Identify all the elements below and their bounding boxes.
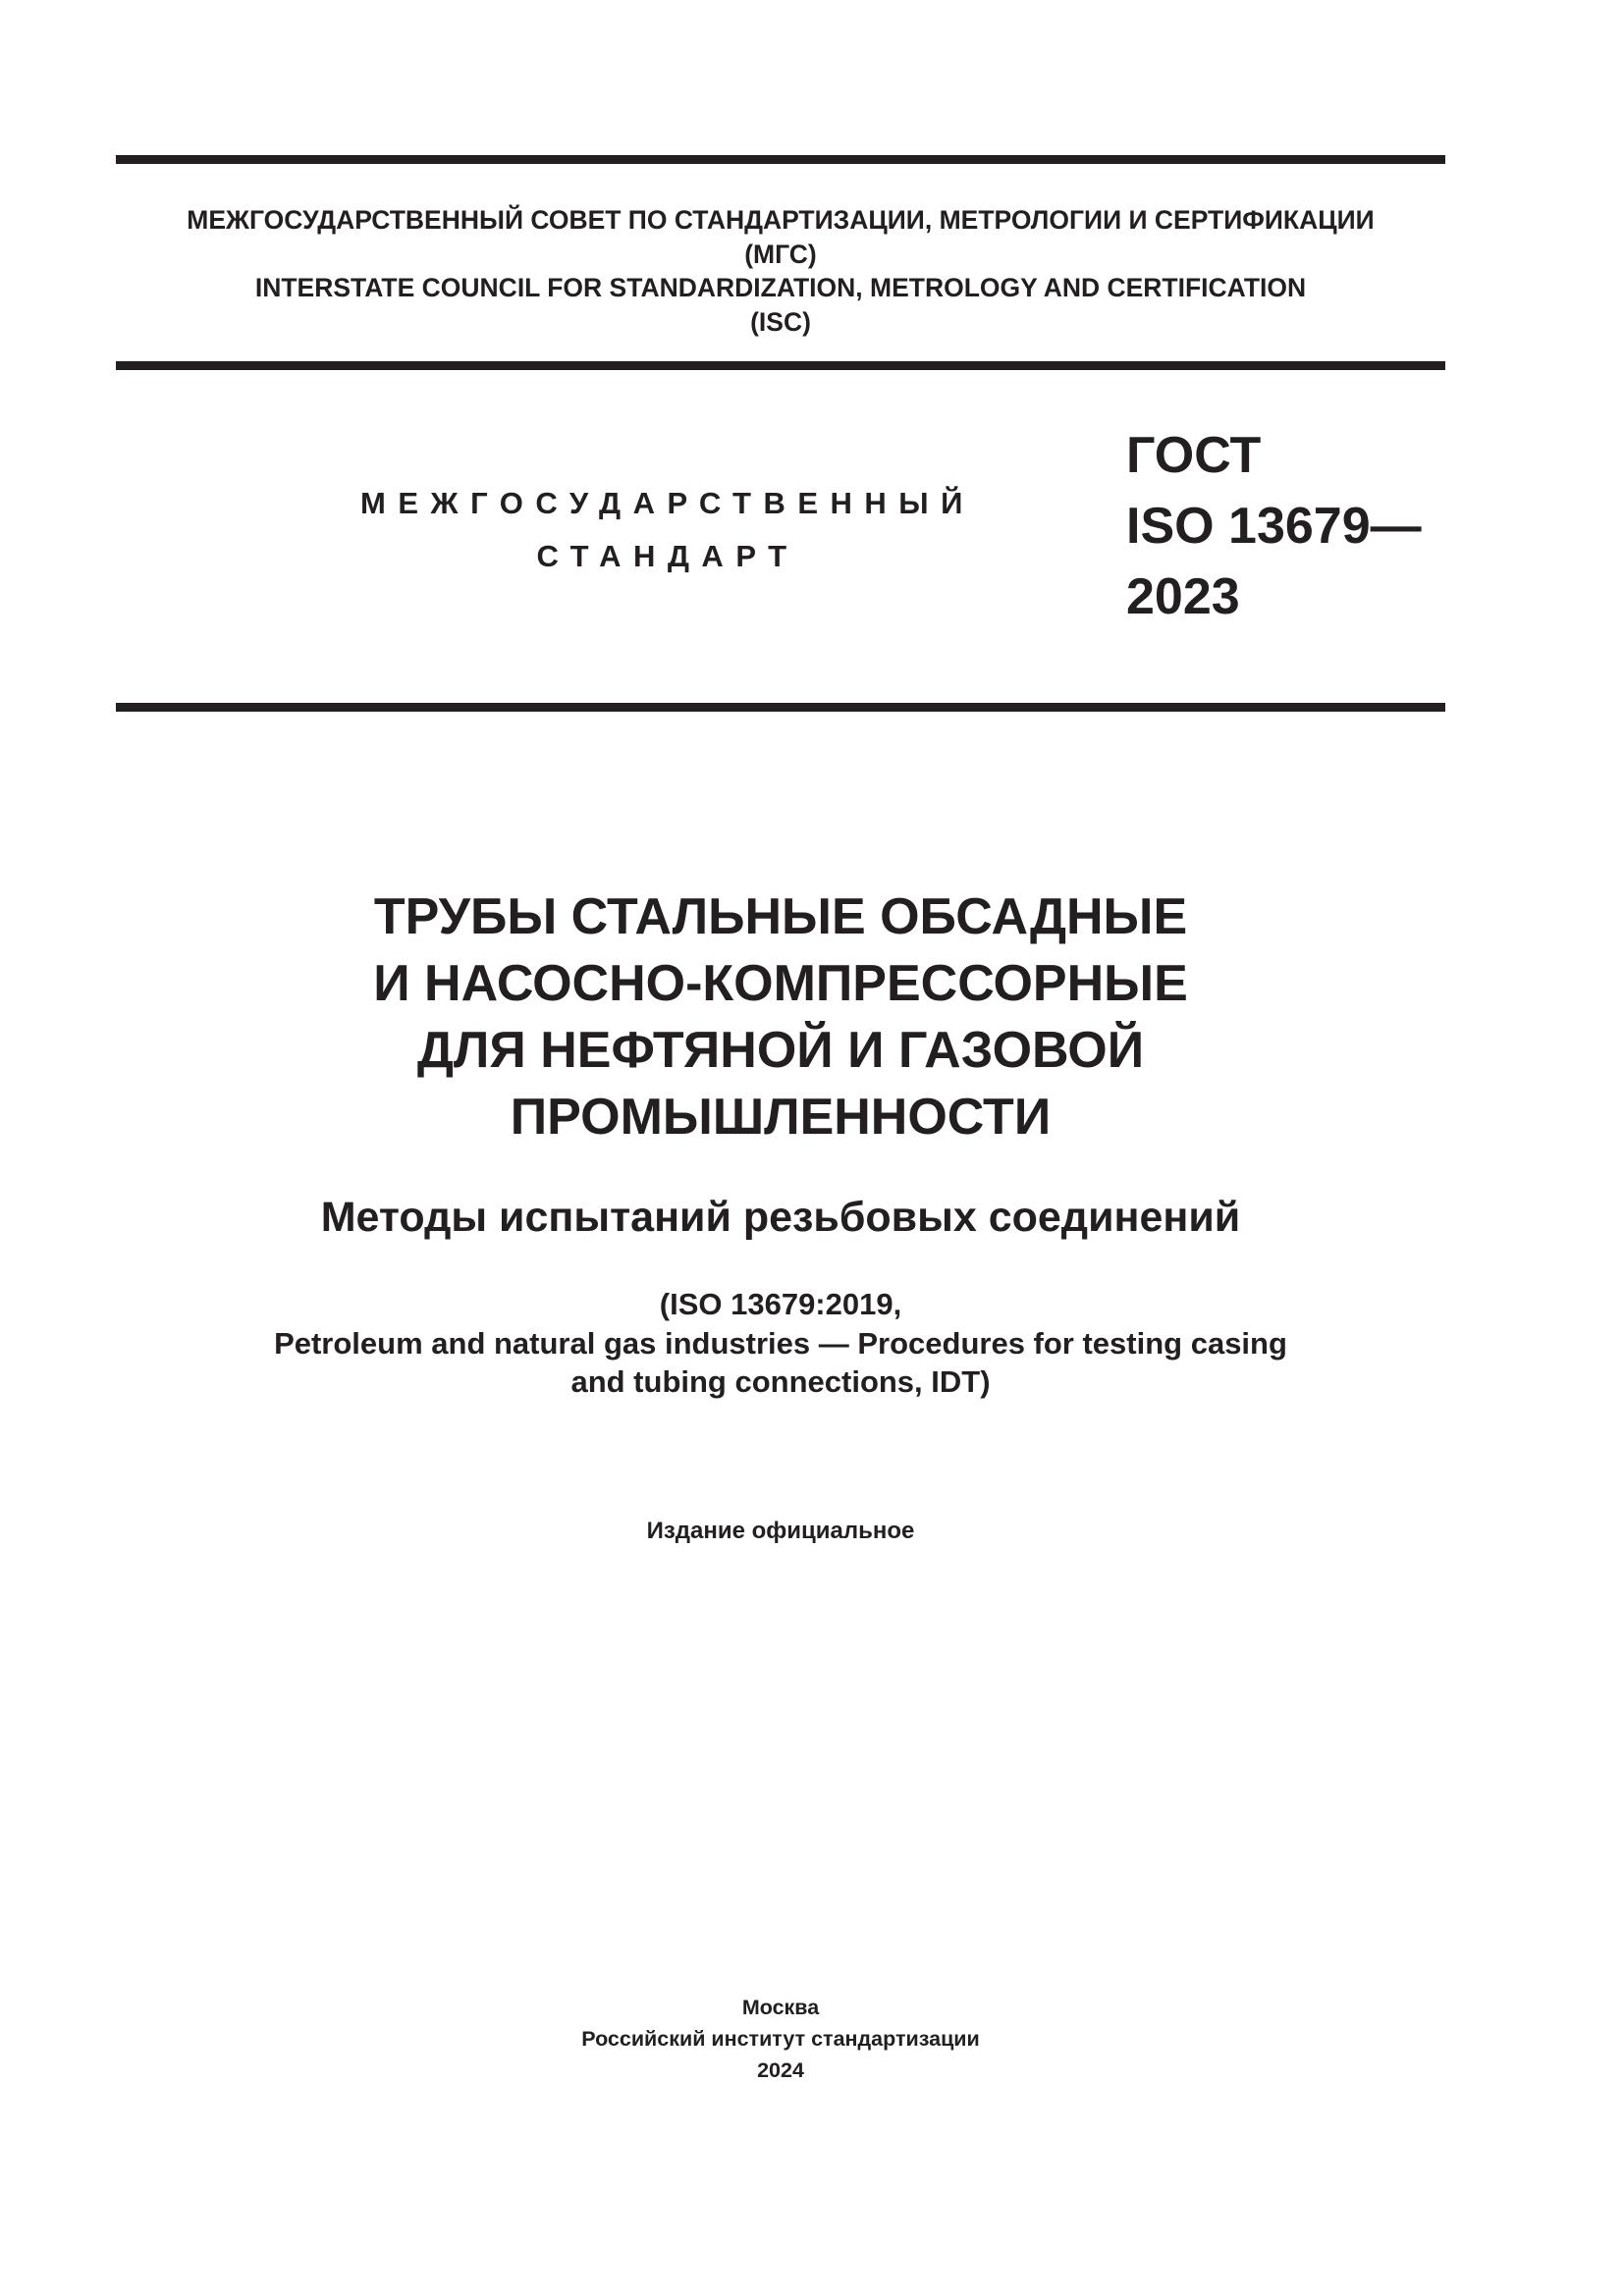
title-line: ПРОМЫШЛЕННОСТИ: [510, 1089, 1052, 1146]
document-subtitle: Методы испытаний резьбовых соединений: [320, 1194, 1241, 1241]
designation-rule: [116, 703, 1445, 712]
designation-line-3: 2023: [1126, 568, 1240, 625]
council-abbr-en: (ISC): [750, 306, 811, 337]
designation-line-1: ГОСТ: [1126, 427, 1262, 484]
title-line: ТРУБЫ СТАЛЬНЫЕ ОБСАДНЫЕ: [373, 888, 1188, 945]
council-name-ru: МЕЖГОСУДАРСТВЕННЫЙ СОВЕТ ПО СТАНДАРТИЗАЦИИ, МЕТРОЛОГИИ И СЕРТИФИКАЦИИ: [187, 205, 1375, 235]
council-header: [116, 203, 1445, 339]
iso-reference: [116, 1285, 1445, 1402]
iso-reference-line-3: and tubing connections, IDT): [570, 1364, 991, 1399]
standard-kind-line-2: СТАНДАРТ: [536, 539, 799, 573]
header-rule: [116, 361, 1445, 370]
standard-kind-line-1: МЕЖГОСУДАРСТВЕННЫЙ: [360, 486, 975, 520]
imprint: [116, 1992, 1445, 2086]
council-name-en: INTERSTATE COUNCIL FOR STANDARDIZATION, METROLOGY AND CERTIFICATION: [254, 273, 1307, 302]
iso-reference-line-1: (ISO 13679:2019,: [659, 1287, 902, 1321]
title-line: ДЛЯ НЕФТЯНОЙ И ГАЗОВОЙ: [416, 1022, 1145, 1079]
title-line: И НАСОСНО-КОМПРЕССОРНЫЕ: [373, 955, 1188, 1012]
council-abbr-ru: (МГС): [744, 239, 817, 269]
top-rule: [116, 155, 1445, 164]
designation-line-2: ISO 13679—: [1126, 498, 1422, 555]
iso-reference-line-2: Petroleum and natural gas industries — Procedures for testing casing: [274, 1325, 1287, 1361]
document-title: [116, 883, 1445, 1150]
imprint-city: Москва: [741, 1996, 820, 2019]
standard-designation: [1126, 420, 1422, 632]
edition-note: Издание официальное: [646, 1518, 915, 1544]
imprint-year: 2024: [757, 2058, 804, 2082]
imprint-publisher: Российский институт стандартизации: [581, 2027, 980, 2051]
standard-kind: [295, 477, 1041, 583]
